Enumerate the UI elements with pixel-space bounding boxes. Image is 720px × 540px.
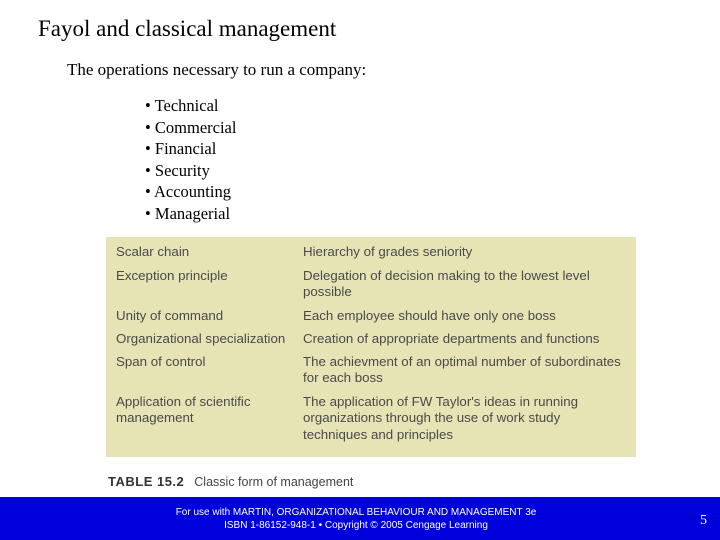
slide-title: Fayol and classical management bbox=[38, 16, 337, 41]
list-item: • Financial bbox=[145, 139, 217, 159]
management-table bbox=[106, 237, 636, 457]
list-item: • Security bbox=[145, 160, 210, 180]
list-item: • Commercial bbox=[145, 117, 237, 137]
slide-subtitle: The operations necessary to run a company: bbox=[67, 60, 367, 79]
operations-list bbox=[145, 95, 236, 225]
principle-cell: Application of scientific management bbox=[116, 394, 251, 426]
description-cell: Delegation of decision making to the lowest level possible bbox=[303, 268, 590, 300]
list-item: • Accounting bbox=[145, 182, 231, 202]
principle-cell: Scalar chain bbox=[116, 244, 190, 259]
principle-cell: Unity of command bbox=[116, 308, 224, 323]
page-number: 5 bbox=[700, 513, 707, 528]
footer-line1: For use with MARTIN, ORGANIZATIONAL BEHAVIOUR AND MANAGEMENT 3e bbox=[175, 507, 537, 518]
list-item: • Technical bbox=[145, 96, 219, 115]
footer-bar bbox=[0, 497, 720, 540]
description-cell: Creation of appropriate departments and functions bbox=[303, 331, 600, 346]
description-cell: Hierarchy of grades seniority bbox=[303, 244, 473, 259]
table-caption bbox=[108, 474, 353, 489]
description-cell: Each employee should have only one boss bbox=[303, 308, 556, 323]
principle-cell: Span of control bbox=[116, 354, 206, 369]
principle-cell: Organizational specialization bbox=[116, 331, 286, 346]
description-cell: The achievment of an optimal number of subordinates for each boss bbox=[303, 354, 621, 386]
principle-cell: Exception principle bbox=[116, 268, 228, 283]
description-cell: The application of FW Taylor's ideas in running organizations through the use of work study techniques and principles bbox=[303, 394, 579, 442]
caption-label: TABLE 15.2 bbox=[108, 474, 185, 489]
list-item: • Managerial bbox=[145, 203, 231, 223]
footer-line2: ISBN 1-86152-948-1 • Copyright © 2005 Cengage Learning bbox=[224, 520, 488, 531]
caption-text: Classic form of management bbox=[194, 475, 354, 489]
